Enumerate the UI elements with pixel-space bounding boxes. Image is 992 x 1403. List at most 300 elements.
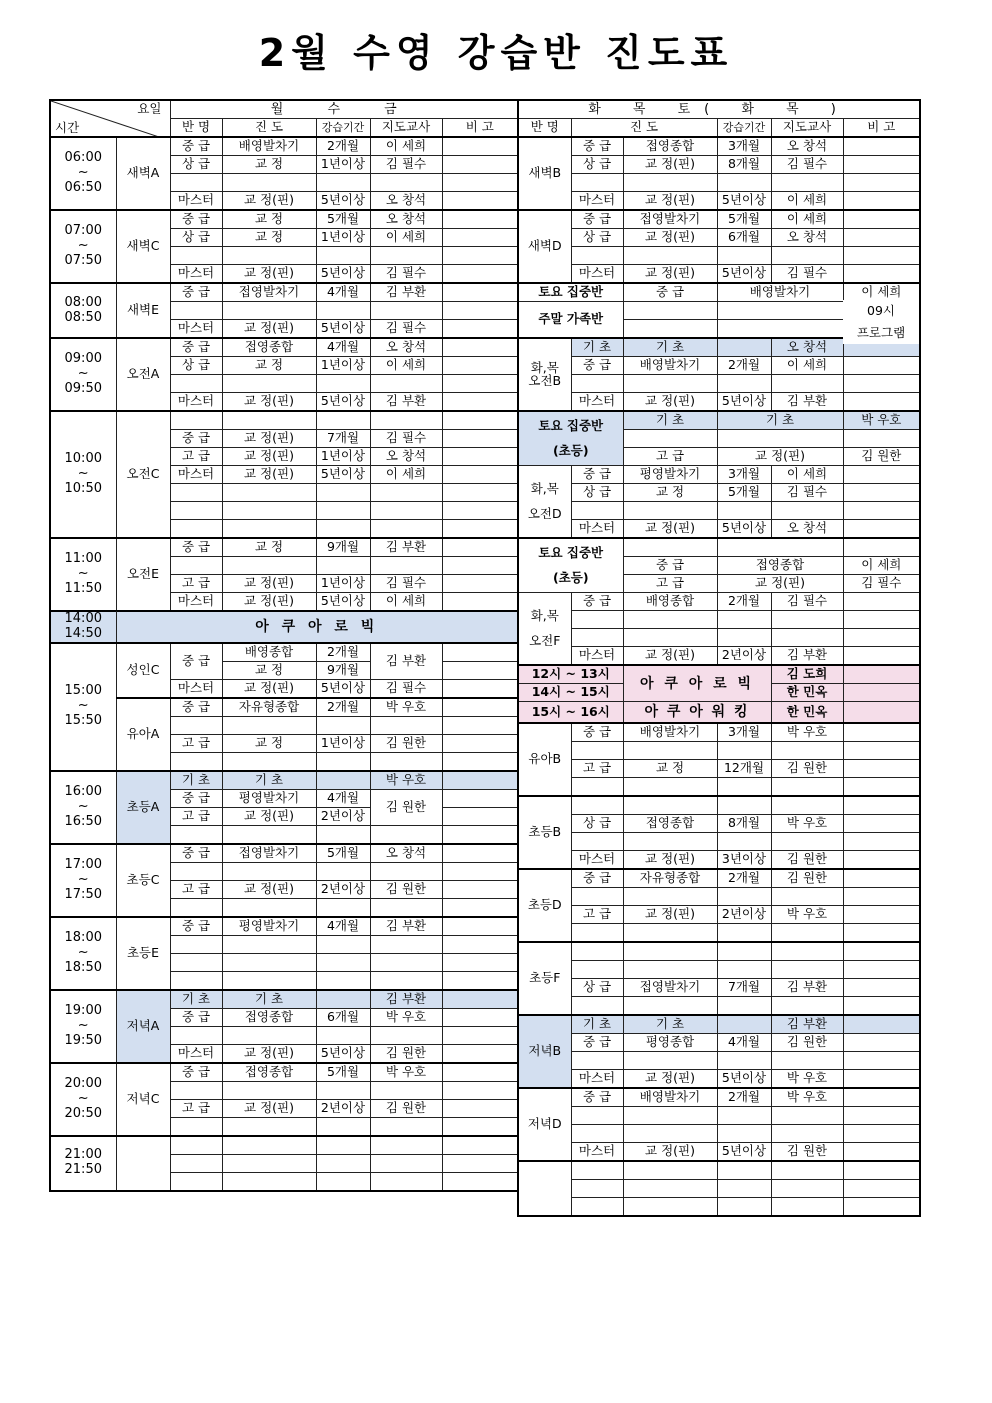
program-time: 14시 ~ 15시: [518, 684, 623, 702]
empty-cell: [623, 1052, 717, 1070]
empty-cell: [316, 1172, 370, 1191]
empty-cell: [316, 971, 370, 990]
empty-cell: [222, 520, 316, 539]
empty-cell: [843, 796, 920, 815]
program-time: 12시 ~ 13시: [518, 665, 623, 684]
empty-cell: [222, 411, 316, 430]
empty-cell: [771, 1052, 843, 1070]
empty-cell: [717, 247, 771, 265]
empty-cell: [222, 502, 316, 520]
empty-cell: [571, 1198, 623, 1217]
table-cell: 1년이상: [316, 357, 370, 375]
table-cell: 중 급: [571, 1034, 623, 1052]
cell-text: 20:00: [64, 1075, 102, 1091]
table-cell: 1년이상: [316, 575, 370, 593]
table-cell: 접영발차기: [222, 844, 316, 863]
cell-text: 09:00: [64, 351, 102, 367]
table-cell: 교 정: [222, 156, 316, 174]
empty-cell: [316, 484, 370, 502]
table-cell: 박 우호: [771, 815, 843, 833]
empty-cell: [623, 302, 717, 320]
table-cell: 이 세희: [843, 283, 920, 302]
empty-cell: [623, 1180, 717, 1198]
empty-cell: [771, 924, 843, 943]
class-name: 저녁C: [116, 1063, 170, 1136]
table-cell: 고 급: [623, 575, 717, 593]
table-cell: 6개월: [717, 229, 771, 247]
empty-cell: [370, 1172, 442, 1191]
program-name: 아 쿠 아 워 킹: [623, 702, 771, 724]
empty-cell: [442, 661, 518, 679]
table-cell: 1년이상: [316, 448, 370, 466]
empty-cell: [442, 265, 518, 284]
empty-cell: [623, 320, 717, 339]
table-cell: 오 창석: [771, 338, 843, 357]
empty-cell: [771, 629, 843, 647]
cell-text: 16:50: [64, 813, 102, 829]
cell-text: ~: [77, 871, 89, 887]
table-cell: 기 초: [170, 771, 222, 790]
table-cell: 2개월: [717, 357, 771, 375]
empty-cell: [370, 174, 442, 192]
empty-cell: [843, 742, 920, 760]
empty-cell: [170, 502, 222, 520]
empty-cell: [170, 484, 222, 502]
table-cell: 마스터: [170, 393, 222, 412]
empty-cell: [571, 1107, 623, 1125]
table-cell: 김 부환: [771, 1015, 843, 1034]
empty-cell: [717, 375, 771, 393]
class-name: 저녁A: [116, 990, 170, 1063]
table-cell: 교 정(핀): [623, 393, 717, 412]
table-cell: 12개월: [717, 760, 771, 778]
empty-cell: [771, 1125, 843, 1143]
table-cell: 교 정: [222, 357, 316, 375]
table-cell: 2년이상: [717, 906, 771, 924]
cell-text: 11:00: [64, 551, 102, 567]
schedule-table-tue-thu-sat: [517, 99, 921, 1217]
empty-cell: [717, 942, 771, 961]
table-cell: 접영종합: [623, 137, 717, 156]
saturday-intensive-elementary: [518, 538, 623, 593]
empty-cell: [442, 484, 518, 502]
empty-cell: [843, 357, 920, 375]
empty-cell: [623, 1125, 717, 1143]
empty-cell: [571, 247, 623, 265]
table-cell: 김 필수: [370, 679, 442, 698]
empty-cell: [442, 825, 518, 844]
empty-cell: [843, 174, 920, 192]
empty-cell: [717, 174, 771, 192]
empty-cell: [442, 953, 518, 971]
table-cell: 상 급: [571, 156, 623, 174]
table-cell: 고 급: [170, 1099, 222, 1117]
table-cell: 고 급: [170, 807, 222, 825]
empty-cell: [571, 1161, 623, 1180]
table-cell: 교 정(핀): [623, 906, 717, 924]
table-cell: 고 급: [571, 760, 623, 778]
table-cell: 2년이상: [316, 880, 370, 898]
cell-text: ~: [77, 798, 89, 814]
table-cell: 교 정(핀): [623, 156, 717, 174]
empty-cell: [623, 1161, 717, 1180]
empty-cell: [442, 1026, 518, 1044]
table-cell: 중 급: [571, 210, 623, 229]
empty-cell: [623, 833, 717, 851]
empty-cell: [222, 953, 316, 971]
empty-cell: [222, 557, 316, 575]
class-name: 오전E: [116, 538, 170, 611]
table-cell: 교 정(핀): [222, 1099, 316, 1117]
empty-cell: [771, 247, 843, 265]
empty-cell: [623, 538, 717, 557]
table-cell: 김 부환: [370, 990, 442, 1009]
table-cell: 김 부환: [370, 538, 442, 557]
cell-text: ~: [77, 944, 89, 960]
table-cell: 1년이상: [316, 229, 370, 247]
empty-cell: [717, 320, 843, 339]
empty-cell: [843, 942, 920, 961]
cell-text: 17:00: [64, 856, 102, 872]
table-cell: 박 우호: [370, 1008, 442, 1026]
table-cell: 5년이상: [316, 679, 370, 698]
empty-cell: [442, 320, 518, 339]
empty-cell: [316, 502, 370, 520]
empty-cell: [571, 629, 623, 647]
table-cell: 김 필수: [771, 265, 843, 284]
table-cell: 고 급: [170, 448, 222, 466]
cell-text: 프로그램: [856, 325, 906, 340]
table-cell: 고 급: [170, 734, 222, 752]
cell-text: 17:50: [64, 886, 102, 902]
empty-cell: [222, 935, 316, 953]
empty-cell: [370, 971, 442, 990]
table-cell: 접영발차기: [222, 283, 316, 302]
empty-cell: [170, 302, 222, 320]
empty-cell: [843, 851, 920, 870]
table-cell: 교 정(핀): [623, 647, 717, 666]
table-cell: 상 급: [571, 815, 623, 833]
program-time: 15시 ~ 16시: [518, 702, 623, 724]
table-cell: 오 창석: [370, 448, 442, 466]
time-slot: [50, 844, 116, 917]
table-cell: 5년이상: [316, 320, 370, 339]
empty-cell: [571, 997, 623, 1016]
empty-cell: [843, 520, 920, 539]
cell-text: ~: [77, 1017, 89, 1033]
table-cell: 마스터: [571, 393, 623, 412]
time-slot: [50, 990, 116, 1063]
empty-cell: [170, 247, 222, 265]
empty-cell: [170, 1172, 222, 1191]
empty-cell: [571, 502, 623, 520]
empty-cell: [442, 283, 518, 302]
empty-cell: [717, 1198, 771, 1217]
table-cell: 4개월: [717, 1034, 771, 1052]
empty-cell: [370, 825, 442, 844]
table-cell: 교 정(핀): [623, 265, 717, 284]
table-cell: 마스터: [170, 320, 222, 339]
table-cell: 교 정: [623, 484, 717, 502]
empty-cell: [442, 1117, 518, 1136]
empty-cell: [843, 665, 920, 684]
table-cell: 기 초: [717, 411, 843, 430]
empty-cell: [771, 502, 843, 520]
time-slot: [50, 917, 116, 990]
empty-cell: [170, 1026, 222, 1044]
empty-cell: [717, 742, 771, 760]
empty-cell: [771, 1198, 843, 1217]
table-cell: 이 세희: [370, 466, 442, 484]
empty-cell: [442, 716, 518, 734]
empty-cell: [771, 997, 843, 1016]
empty-cell: [316, 898, 370, 917]
corner-day-label: 요일: [137, 101, 162, 116]
empty-cell: [370, 557, 442, 575]
table-cell: 2개월: [717, 593, 771, 611]
table-cell: 오 창석: [771, 137, 843, 156]
col-note: 비 고: [843, 119, 920, 138]
empty-cell: [170, 752, 222, 771]
empty-cell: [717, 1107, 771, 1125]
empty-cell: [316, 174, 370, 192]
empty-cell: [442, 411, 518, 430]
empty-cell: [222, 1136, 316, 1155]
col-progress: 진 도: [571, 119, 717, 138]
corner-time-label: 시간: [55, 119, 80, 135]
empty-cell: [222, 825, 316, 844]
empty-cell: [170, 716, 222, 734]
table-cell: 김 부환: [771, 647, 843, 666]
empty-cell: [222, 971, 316, 990]
empty-cell: [571, 888, 623, 906]
empty-cell: [442, 734, 518, 752]
table-cell: 박 우호: [843, 411, 920, 430]
table-cell: 교 정(핀): [222, 448, 316, 466]
empty-cell: [717, 538, 843, 557]
table-cell: 기 초: [222, 771, 316, 790]
table-cell: 교 정(핀): [222, 466, 316, 484]
table-cell: 마스터: [170, 265, 222, 284]
time-slot: [50, 210, 116, 283]
table-cell: 교 정(핀): [717, 448, 843, 466]
table-cell: 중 급: [170, 210, 222, 229]
class-name: 저녁B: [518, 1015, 571, 1088]
table-cell: 중 급: [623, 557, 717, 575]
empty-cell: [442, 1044, 518, 1063]
cell-text: 토요 집중반: [538, 417, 604, 433]
cell-text: 09:50: [64, 380, 102, 396]
table-cell: 3개월: [717, 723, 771, 742]
empty-cell: [843, 869, 920, 888]
empty-cell: [771, 833, 843, 851]
empty-cell: [316, 1154, 370, 1172]
table-cell: 교 정: [222, 210, 316, 229]
table-cell: 평영종합: [623, 1034, 717, 1052]
table-cell: 교 정(핀): [623, 1143, 717, 1162]
table-cell: 김 원한: [771, 760, 843, 778]
empty-cell: [442, 1008, 518, 1026]
empty-cell: [843, 961, 920, 979]
table-cell: 교 정: [222, 538, 316, 557]
empty-cell: [116, 1136, 170, 1191]
empty-cell: [170, 825, 222, 844]
class-name: 새벽B: [518, 137, 571, 210]
empty-cell: [222, 1117, 316, 1136]
table-cell: 중 급: [170, 917, 222, 936]
empty-cell: [623, 742, 717, 760]
empty-cell: [623, 1198, 717, 1217]
empty-cell: [222, 716, 316, 734]
empty-cell: [717, 1180, 771, 1198]
class-name: [518, 466, 571, 539]
empty-cell: [222, 862, 316, 880]
table-cell: 상 급: [170, 357, 222, 375]
table-cell: 3개월: [717, 137, 771, 156]
cell-text: 오전D: [527, 505, 562, 521]
empty-cell: [843, 611, 920, 629]
table-cell: 중 급: [170, 283, 222, 302]
empty-cell: [843, 1034, 920, 1052]
empty-cell: [771, 942, 843, 961]
class-name: 새벽C: [116, 210, 170, 283]
table-cell: 김 필수: [370, 430, 442, 448]
table-cell: 교 정(핀): [222, 430, 316, 448]
page-title: 2월 수영 강습반 진도표: [258, 31, 734, 75]
table-cell: 9개월: [316, 538, 370, 557]
col-duration: 강습기간: [316, 119, 370, 138]
empty-cell: [316, 953, 370, 971]
empty-cell: [370, 1136, 442, 1155]
table-cell: 5년이상: [316, 1044, 370, 1063]
class-name: 초등E: [116, 917, 170, 990]
table-cell: 교 정: [222, 734, 316, 752]
empty-cell: [843, 1125, 920, 1143]
weekend-family: 주말 가족반: [518, 302, 623, 339]
empty-cell: [571, 611, 623, 629]
empty-cell: [170, 953, 222, 971]
cell-text: 21:50: [64, 1162, 102, 1178]
table-cell: 마스터: [571, 1143, 623, 1162]
table-cell: 중 급: [170, 338, 222, 357]
time-slot: [50, 1063, 116, 1136]
program-teacher: 한 민옥: [771, 684, 843, 702]
table-cell: 이 세희: [843, 557, 920, 575]
empty-cell: [442, 302, 518, 320]
empty-cell: [222, 898, 316, 917]
table-cell: 교 정(핀): [222, 880, 316, 898]
empty-cell: [170, 375, 222, 393]
table-cell: 중 급: [571, 593, 623, 611]
empty-cell: [442, 229, 518, 247]
table-cell: 중 급: [170, 643, 222, 680]
program-teacher: 한 민옥: [771, 702, 843, 724]
class-name: 초등D: [518, 869, 571, 942]
empty-cell: [771, 611, 843, 629]
empty-cell: [771, 796, 843, 815]
empty-cell: [222, 1026, 316, 1044]
table-cell: 9개월: [316, 661, 370, 679]
class-name: 오전C: [116, 411, 170, 538]
empty-cell: [571, 942, 623, 961]
table-cell: 마스터: [170, 679, 222, 698]
empty-cell: [771, 1180, 843, 1198]
class-name: 오전A: [116, 338, 170, 411]
table-cell: 기 초: [623, 411, 717, 430]
cell-text: ~: [77, 165, 89, 181]
table-cell: 상 급: [571, 484, 623, 502]
col-class: 반 명: [170, 119, 222, 138]
empty-cell: [571, 796, 623, 815]
empty-cell: [370, 953, 442, 971]
empty-cell: [571, 924, 623, 943]
empty-cell: [316, 825, 370, 844]
empty-cell: [843, 760, 920, 778]
empty-cell: [316, 1136, 370, 1155]
class-name: [518, 593, 571, 666]
empty-cell: [571, 778, 623, 797]
empty-cell: [717, 888, 771, 906]
empty-cell: [222, 484, 316, 502]
empty-cell: [370, 716, 442, 734]
empty-cell: [571, 1180, 623, 1198]
aquarobic-banner: 아 쿠 아 로 빅: [116, 611, 518, 643]
time-slot: [50, 538, 116, 611]
empty-cell: [843, 192, 920, 211]
cell-text: (초등): [552, 442, 589, 458]
empty-cell: [370, 302, 442, 320]
cell-text: 화,목: [530, 480, 559, 496]
teacher: 이 세희: [370, 137, 442, 156]
table-cell: 배영종합: [623, 593, 717, 611]
table-cell: 교 정(핀): [222, 320, 316, 339]
table-cell: 1년이상: [316, 156, 370, 174]
empty-cell: [442, 771, 518, 790]
table-cell: 중 급: [571, 869, 623, 888]
table-cell: 접영종합: [222, 1063, 316, 1082]
empty-cell: [843, 979, 920, 997]
empty-cell: [717, 924, 771, 943]
empty-cell: [623, 611, 717, 629]
empty-cell: [843, 484, 920, 502]
empty-cell: [571, 375, 623, 393]
table-cell: 배영종합: [222, 643, 316, 662]
empty-cell: [316, 752, 370, 771]
table-cell: 교 정(핀): [222, 593, 316, 612]
empty-cell: [717, 1125, 771, 1143]
empty-cell: [170, 1081, 222, 1099]
table-cell: 김 원한: [771, 1034, 843, 1052]
empty-cell: [843, 702, 920, 724]
empty-cell: [442, 247, 518, 265]
empty-cell: [771, 375, 843, 393]
table-cell: 박 우호: [771, 723, 843, 742]
empty-cell: [170, 1117, 222, 1136]
class-name: 유아B: [518, 723, 571, 796]
corner-cell: [50, 100, 170, 137]
cell-text: 07:50: [64, 252, 102, 268]
empty-cell: [316, 1117, 370, 1136]
cell-text: ~: [77, 566, 89, 582]
table-cell: 중 급: [571, 1088, 623, 1107]
table-cell: 마스터: [170, 466, 222, 484]
class-name: 성인C: [116, 643, 170, 698]
table-cell: 김 필수: [370, 575, 442, 593]
table-cell: 중 급: [170, 1008, 222, 1026]
empty-cell: [370, 1081, 442, 1099]
empty-cell: [442, 466, 518, 484]
empty-cell: [843, 778, 920, 797]
